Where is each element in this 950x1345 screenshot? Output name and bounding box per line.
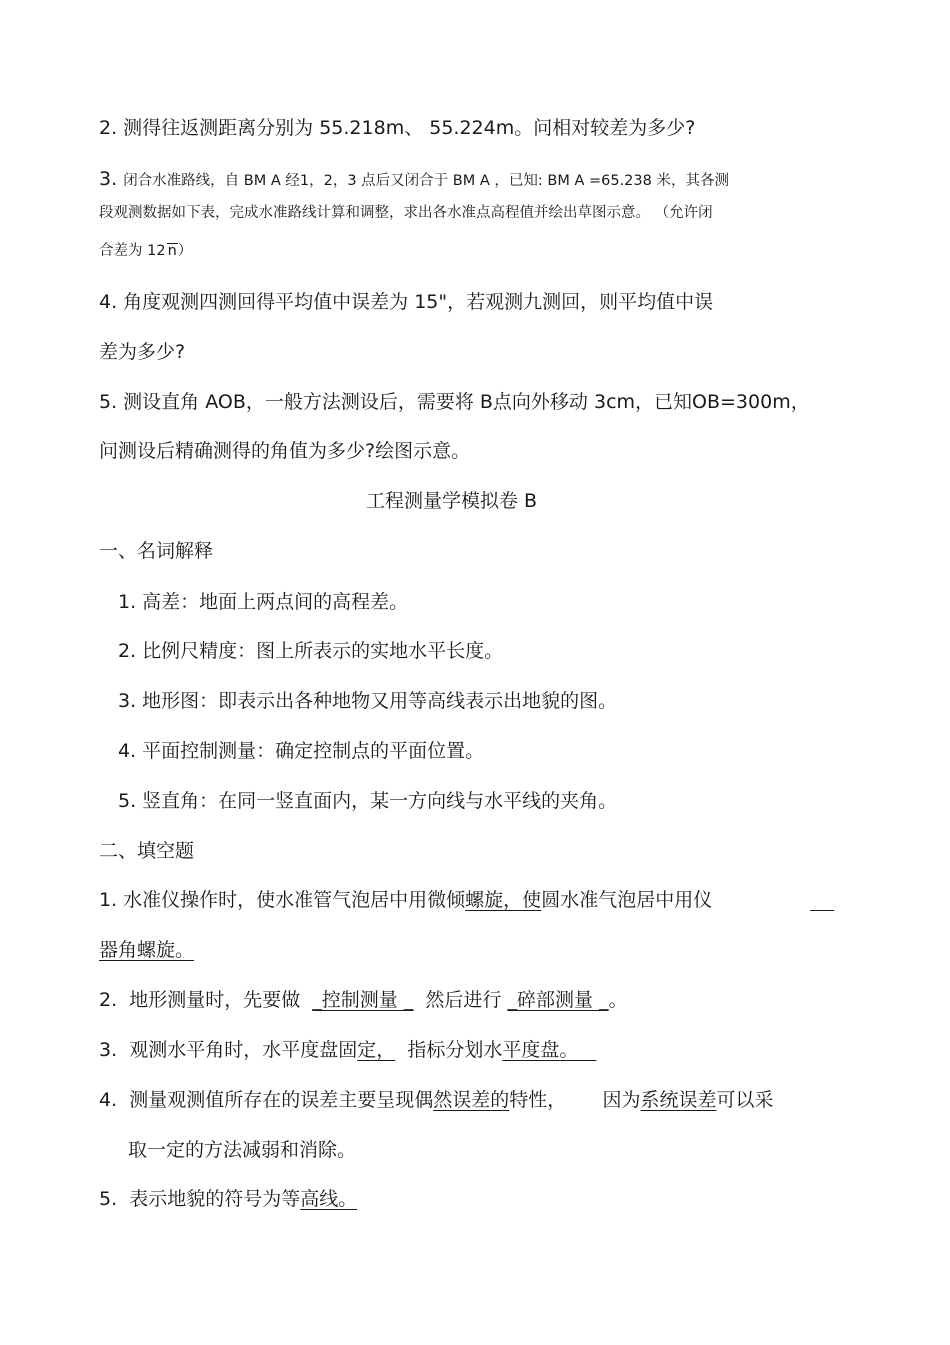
fill-1-text-a: 1. 水准仪操作时，使水准管气泡居中用微倾 bbox=[99, 889, 466, 911]
fill-2-answer-a: _控制测量 _ bbox=[312, 989, 414, 1011]
fill-4-line-2: 取一定的方法减弱和消除。 bbox=[128, 1139, 357, 1161]
fill-3-text-b: 指标分划水 bbox=[395, 1039, 503, 1061]
definition-2: 2. 比例尺精度：图上所表示的实地水平长度。 bbox=[118, 640, 504, 662]
section-1-heading: 一、名词解释 bbox=[99, 540, 214, 562]
fill-4-answer-a: 然误差的 bbox=[433, 1089, 510, 1111]
fill-4-answer-b: 系统误差 bbox=[640, 1089, 717, 1111]
question-4-line-2: 差为多少? bbox=[99, 341, 186, 363]
definition-3: 3. 地形图：即表示出各种地物又用等高线表示出地貌的图。 bbox=[118, 690, 618, 712]
fill-2-text-b: 然后进行 bbox=[413, 989, 508, 1011]
question-5-line-1: 5. 测设直角 AOB，一般方法测设后，需要将 B点向外移动 3cm，已知OB=300m， bbox=[99, 391, 810, 413]
fill-2-answer-b: _碎部测量 _ bbox=[507, 989, 609, 1011]
question-3-line-3 bbox=[99, 240, 192, 262]
fill-1-text-b: 圆水准气泡居中用仪 bbox=[541, 889, 713, 911]
exam-title: 工程测量学模拟卷 B bbox=[366, 490, 538, 512]
question-2: 2. 测得往返测距离分别为 55.218m、 55.224m。问相对较差为多少? bbox=[99, 117, 696, 139]
question-5-line-2: 问测设后精确测得的角值为多少?绘图示意。 bbox=[99, 440, 471, 462]
fill-5 bbox=[99, 1186, 357, 1212]
question-4-line-1: 4. 角度观测四测回得平均值中误差为 15"，若观测九测回，则平均值中误 bbox=[99, 291, 714, 313]
section-2-heading: 二、填空题 bbox=[99, 840, 195, 862]
fill-3-answer-a: 定， bbox=[357, 1039, 396, 1061]
question-3-number: 3. bbox=[99, 168, 118, 190]
question-3-text-1: 闭合水准路线，自 BM A 经1，2，3 点后又闭合于 BM A ，已知: BM A =65.238 米，其各测 bbox=[123, 173, 729, 189]
fill-4-text-a: 4. 测量观测值所存在的误差主要呈现偶 bbox=[99, 1089, 434, 1111]
fill-3-text-a: 3. 观测水平角时，水平度盘固 bbox=[99, 1039, 358, 1061]
fill-1-blank bbox=[810, 887, 832, 913]
question-3-text-3a: 合差为 12 bbox=[99, 243, 166, 259]
fill-2 bbox=[99, 987, 628, 1013]
definition-4: 4. 平面控制测量：确定控制点的平面位置。 bbox=[118, 740, 485, 762]
question-3-text-3b: ） bbox=[177, 243, 193, 259]
fill-1-answer-a: 螺旋，使 bbox=[465, 889, 542, 911]
fill-2-text-c: 。 bbox=[608, 989, 628, 1011]
fill-1-answer-b: 器角螺旋。 bbox=[99, 939, 195, 961]
definition-1: 1. 高差：地面上两点间的高程差。 bbox=[118, 591, 409, 613]
fill-3 bbox=[99, 1037, 596, 1063]
fill-4-line-1 bbox=[99, 1087, 774, 1113]
fill-5-answer-a: 高线。 bbox=[300, 1188, 358, 1210]
fill-5-text-a: 5. 表示地貌的符号为等 bbox=[99, 1188, 301, 1210]
fill-1-line-1 bbox=[99, 887, 712, 913]
question-3-line-1 bbox=[99, 166, 729, 192]
fill-3-answer-b: 平度盘。 bbox=[502, 1039, 597, 1061]
fill-4-text-c: 可以采 bbox=[716, 1089, 774, 1111]
sqrt-n: n bbox=[167, 243, 177, 259]
question-3-line-2: 段观测数据如下表，完成水准路线计算和调整，求出各水准点高程值并绘出草图示意。 （允许闭 bbox=[99, 205, 713, 221]
fill-2-text-a: 2. 地形测量时，先要做 bbox=[99, 989, 313, 1011]
definition-5: 5. 竖直角：在同一竖直面内，某一方向线与水平线的夹角。 bbox=[118, 790, 618, 812]
fill-4-text-b: 特性， 因为 bbox=[509, 1089, 641, 1111]
